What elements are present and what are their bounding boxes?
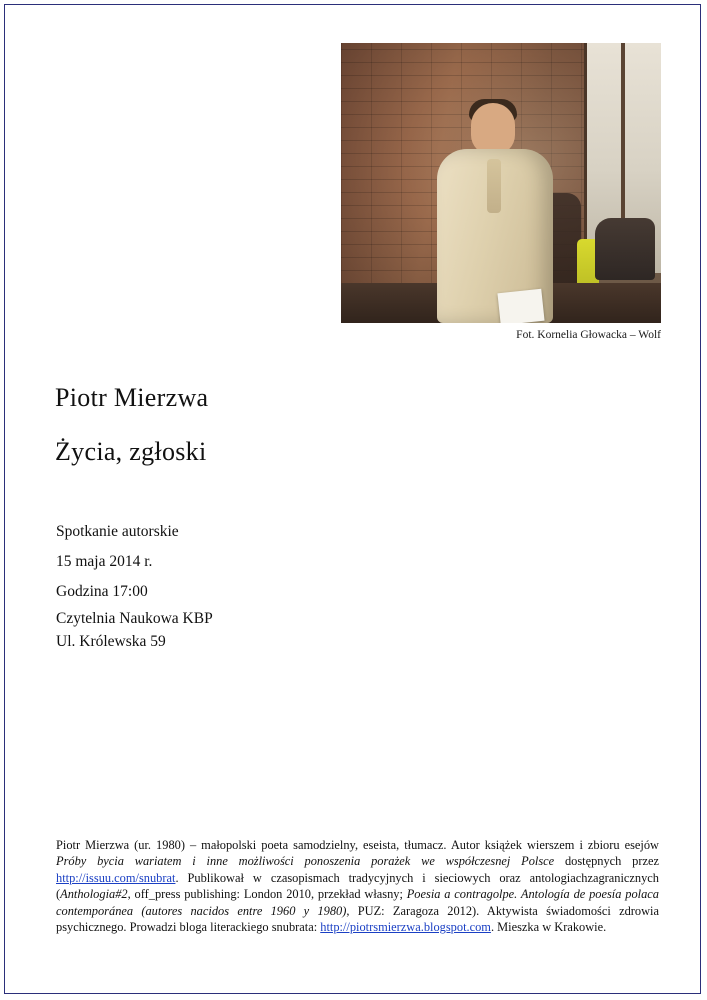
poster-page <box>4 4 701 994</box>
bio-text-part-5: , PUZ: Zaragoza 2012). Aktywista świadomości zdrowia psychicznego. Prowadzi bloga literackiego snubrata: <box>56 903 659 935</box>
bio-text-part-2: dostępnych przez <box>554 854 659 869</box>
photo-block <box>341 43 661 341</box>
bio-title-anthologia: Anthologia#2 <box>60 887 128 902</box>
poster-content <box>5 5 700 993</box>
author-name: Piotr Mierzwa <box>55 383 209 412</box>
head <box>471 103 515 155</box>
bio-text-part-1: Piotr Mierzwa (ur. 1980) – małopolski poeta samodzielny, eseista, tłumacz. Autor książek wierszem i zbioru esejów <box>56 838 659 852</box>
event-address: Ul. Królewska 59 <box>56 633 166 650</box>
author-figure <box>433 103 561 323</box>
bio-title-proby-bycia: Próby bycia wariatem i inne możliwości ponoszenia porażek we współczesnej Polsce <box>56 854 555 869</box>
event-venue: Czytelnia Naukowa KBP <box>56 610 213 627</box>
author-portrait-photo <box>341 43 661 323</box>
event-details <box>56 517 213 653</box>
bio-text-part-4: , off_press publishing: London 2010, przekład własny; <box>127 887 407 902</box>
author-bio <box>56 837 659 935</box>
issuu-link[interactable]: http://issuu.com/snubrat <box>56 870 176 885</box>
bio-text-part-3: . Publikował w czasopismach tradycyjnych i sieciowych oraz antologiachzagranicznych ( <box>56 870 659 902</box>
bio-text-part-6: . Mieszka w Krakowie. <box>490 920 607 935</box>
bio-title-poesia: Poesia a contragolpe. Antología de poesía polaca contemporánea (autores nacidos entre 1960 y 1980) <box>56 887 659 918</box>
blog-link[interactable]: http://piotrsmierzwa.blogspot.com <box>320 920 491 935</box>
photo-credit-caption: Fot. Kornelia Głowacka – Wolf <box>516 329 661 341</box>
event-date: 15 maja 2014 r. <box>56 553 153 570</box>
event-type: Spotkanie autorskie <box>56 523 179 540</box>
seated-person <box>595 218 655 280</box>
event-time: Godzina 17:00 <box>56 583 148 600</box>
held-paper <box>497 289 544 323</box>
book-title: Życia, zgłoski <box>55 437 207 466</box>
shirt-placket <box>487 159 501 213</box>
